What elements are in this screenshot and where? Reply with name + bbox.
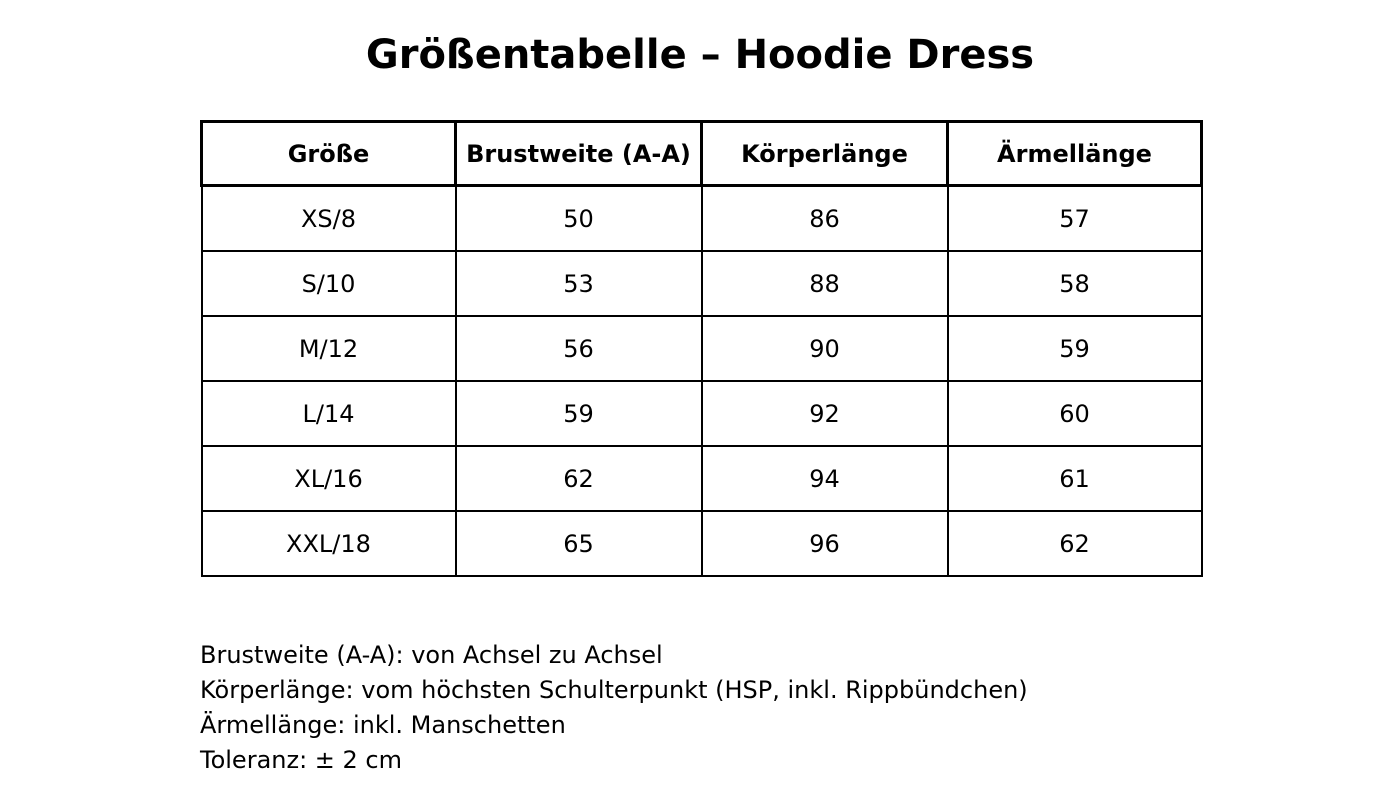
note-chest-width: Brustweite (A-A): von Achsel zu Achsel <box>200 641 663 669</box>
column-header-body-length: Körperlänge <box>702 122 948 186</box>
table-cell-body-length: 86 <box>702 186 948 252</box>
column-header-sleeve-length: Ärmellänge <box>948 122 1202 186</box>
size-chart-table <box>200 120 1203 577</box>
table-row <box>202 381 1202 446</box>
table-header-row <box>202 122 1202 186</box>
table-row <box>202 511 1202 576</box>
table-cell-body-length: 96 <box>702 511 948 576</box>
table-cell-chest-width: 59 <box>456 381 702 446</box>
note-body-length: Körperlänge: vom höchsten Schulterpunkt (HSP, inkl. Rippbündchen) <box>200 676 1028 704</box>
table-row <box>202 251 1202 316</box>
table-cell-chest-width: 65 <box>456 511 702 576</box>
table-cell-sleeve-length: 60 <box>948 381 1202 446</box>
table-cell-size: L/14 <box>202 381 456 446</box>
column-header-size: Größe <box>202 122 456 186</box>
page-title: Größentabelle – Hoodie Dress <box>365 32 1035 78</box>
table-cell-chest-width: 50 <box>456 186 702 252</box>
table-cell-sleeve-length: 62 <box>948 511 1202 576</box>
table-cell-body-length: 94 <box>702 446 948 511</box>
measurement-notes <box>200 638 1300 778</box>
table-cell-size: XL/16 <box>202 446 456 511</box>
table-cell-chest-width: 62 <box>456 446 702 511</box>
table-cell-sleeve-length: 58 <box>948 251 1202 316</box>
table-cell-sleeve-length: 59 <box>948 316 1202 381</box>
table-row <box>202 446 1202 511</box>
table-cell-body-length: 90 <box>702 316 948 381</box>
table-cell-sleeve-length: 61 <box>948 446 1202 511</box>
note-sleeve-length: Ärmellänge: inkl. Manschetten <box>200 711 566 739</box>
table-cell-body-length: 92 <box>702 381 948 446</box>
column-header-chest-width: Brustweite (A-A) <box>456 122 702 186</box>
table-cell-chest-width: 56 <box>456 316 702 381</box>
table-cell-sleeve-length: 57 <box>948 186 1202 252</box>
table-cell-size: XXL/18 <box>202 511 456 576</box>
table-cell-size: M/12 <box>202 316 456 381</box>
table-cell-chest-width: 53 <box>456 251 702 316</box>
table-row <box>202 186 1202 252</box>
table-cell-size: S/10 <box>202 251 456 316</box>
table-row <box>202 316 1202 381</box>
note-tolerance: Toleranz: ± 2 cm <box>200 746 403 774</box>
table-cell-body-length: 88 <box>702 251 948 316</box>
table-cell-size: XS/8 <box>202 186 456 252</box>
